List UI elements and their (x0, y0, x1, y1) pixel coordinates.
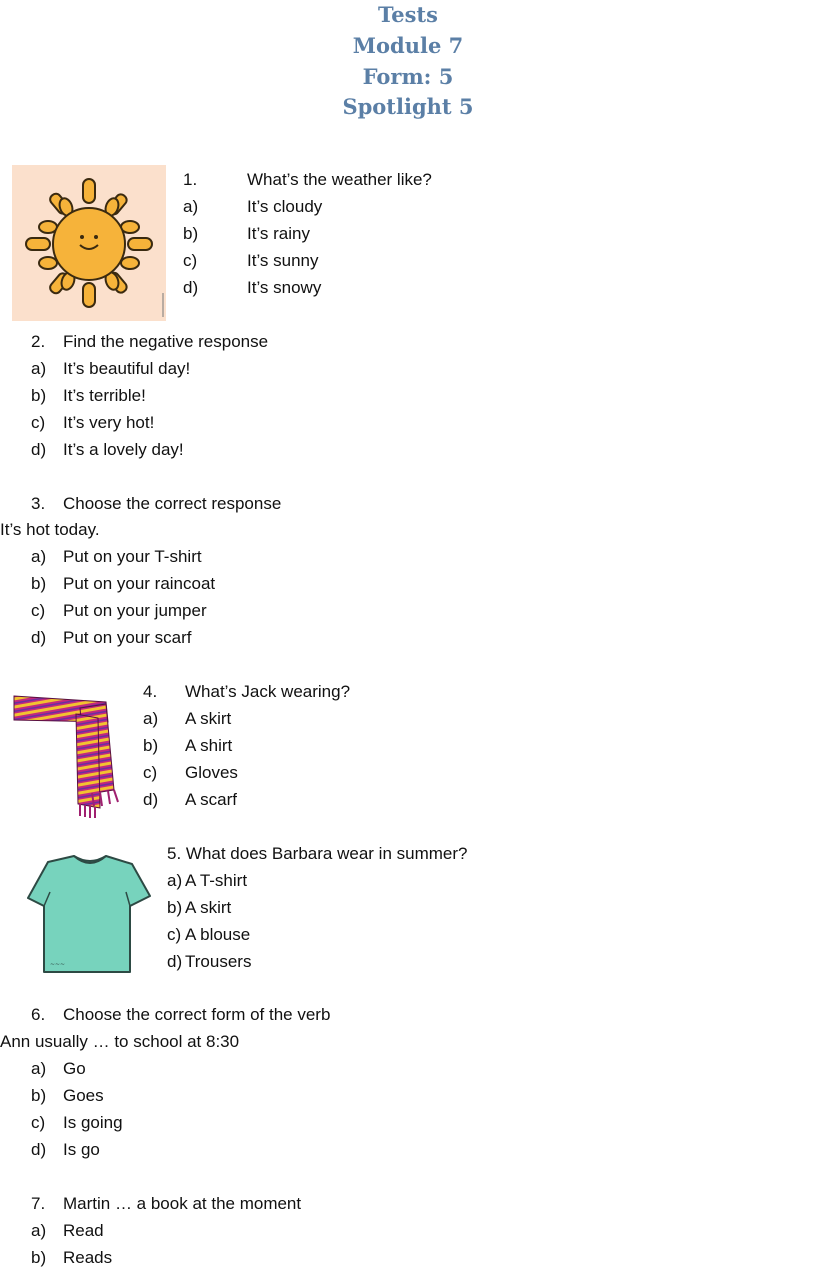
q3-option-b[interactable]: Put on your raincoat (63, 574, 216, 593)
q2-option-a[interactable]: It’s beautiful day! (63, 359, 191, 378)
q3-option-d-letter: d) (31, 628, 47, 647)
question-4-text: What’s Jack wearing? (185, 682, 351, 701)
q5-option-c[interactable]: A blouse (185, 925, 251, 944)
q2-option-a-letter: a) (31, 359, 47, 378)
q7-option-a-letter: a) (31, 1221, 47, 1240)
question-3-number: 3. (31, 494, 46, 513)
q2-option-c-letter: c) (31, 413, 46, 432)
q4-option-d-letter: d) (143, 790, 159, 809)
q6-option-d[interactable]: Is go (63, 1140, 100, 1159)
q2-option-b-letter: b) (31, 386, 47, 405)
scarf-picture (10, 690, 132, 820)
q7-option-b-letter: b) (31, 1248, 47, 1267)
q2-option-c[interactable]: It’s very hot! (63, 413, 155, 432)
q7-option-b[interactable]: Reads (63, 1248, 113, 1267)
q5-option-a[interactable]: A T-shirt (185, 871, 248, 890)
q3-option-c[interactable]: Put on your jumper (63, 601, 207, 620)
q3-option-a[interactable]: Put on your T-shirt (63, 547, 202, 566)
q3-option-a-letter: a) (31, 547, 47, 566)
q6-option-b[interactable]: Goes (63, 1086, 104, 1105)
q1-option-a-letter: a) (183, 197, 199, 216)
q1-option-c[interactable]: It’s sunny (247, 251, 319, 270)
sun-picture (12, 165, 166, 321)
q3-option-b-letter: b) (31, 574, 47, 593)
q4-option-a-letter: a) (143, 709, 159, 728)
q4-option-d[interactable]: A scarf (185, 790, 237, 809)
question-6-number: 6. (31, 1005, 46, 1024)
q1-option-d[interactable]: It’s snowy (247, 278, 322, 297)
q3-option-d[interactable]: Put on your scarf (63, 628, 192, 647)
question-6-text: Choose the correct form of the verb (63, 1005, 331, 1024)
question-1-number: 1. (183, 170, 198, 189)
q5-option-a-letter: a) (167, 871, 183, 890)
q4-option-b-letter: b) (143, 736, 159, 755)
svg-text:~~~: ~~~ (50, 961, 66, 968)
q5-option-d-letter: d) (167, 952, 183, 971)
book-heading: Spotlight 5 (342, 94, 474, 119)
q4-option-a[interactable]: A skirt (185, 709, 232, 728)
page-title: Tests (378, 2, 438, 27)
tshirt-picture (26, 852, 154, 976)
q6-option-a-letter: a) (31, 1059, 47, 1078)
q2-option-d[interactable]: It’s a lovely day! (63, 440, 184, 459)
q1-option-b[interactable]: It’s rainy (247, 224, 310, 243)
question-7-text: Martin … a book at the moment (63, 1194, 302, 1213)
q6-option-c-letter: c) (31, 1113, 46, 1132)
q4-option-c[interactable]: Gloves (185, 763, 238, 782)
question-2-number: 2. (31, 332, 46, 351)
q7-option-a[interactable]: Read (63, 1221, 104, 1240)
q2-option-b[interactable]: It’s terrible! (63, 386, 146, 405)
question-1-text: What’s the weather like? (247, 170, 432, 189)
q5-option-b-letter: b) (167, 898, 183, 917)
q6-option-b-letter: b) (31, 1086, 47, 1105)
q1-option-c-letter: c) (183, 251, 198, 270)
question-1 (183, 170, 197, 190)
q5-option-d[interactable]: Trousers (185, 952, 252, 971)
form-heading: Form: 5 (362, 64, 454, 89)
q5-option-c-letter: c) (167, 925, 182, 944)
q4-option-c-letter: c) (143, 763, 158, 782)
question-2-text: Find the negative response (63, 332, 269, 351)
question-4-number: 4. (143, 682, 158, 701)
q6-option-d-letter: d) (31, 1140, 47, 1159)
question-3-text: Choose the correct response (63, 494, 282, 513)
q1-option-d-letter: d) (183, 278, 199, 297)
q3-option-c-letter: c) (31, 601, 46, 620)
q4-option-b[interactable]: A shirt (185, 736, 233, 755)
question-5-text: 5. What does Barbara wear in summer? (167, 844, 468, 863)
module-heading: Module 7 (352, 33, 464, 58)
question-3-prompt: It’s hot today. (0, 520, 100, 539)
question-7-number: 7. (31, 1194, 46, 1213)
q5-option-b[interactable]: A skirt (185, 898, 232, 917)
q6-option-a[interactable]: Go (63, 1059, 86, 1078)
q1-option-b-letter: b) (183, 224, 199, 243)
q2-option-d-letter: d) (31, 440, 47, 459)
question-6-prompt: Ann usually … to school at 8:30 (0, 1032, 240, 1051)
q1-option-a[interactable]: It’s cloudy (247, 197, 323, 216)
q6-option-c[interactable]: Is going (63, 1113, 123, 1132)
